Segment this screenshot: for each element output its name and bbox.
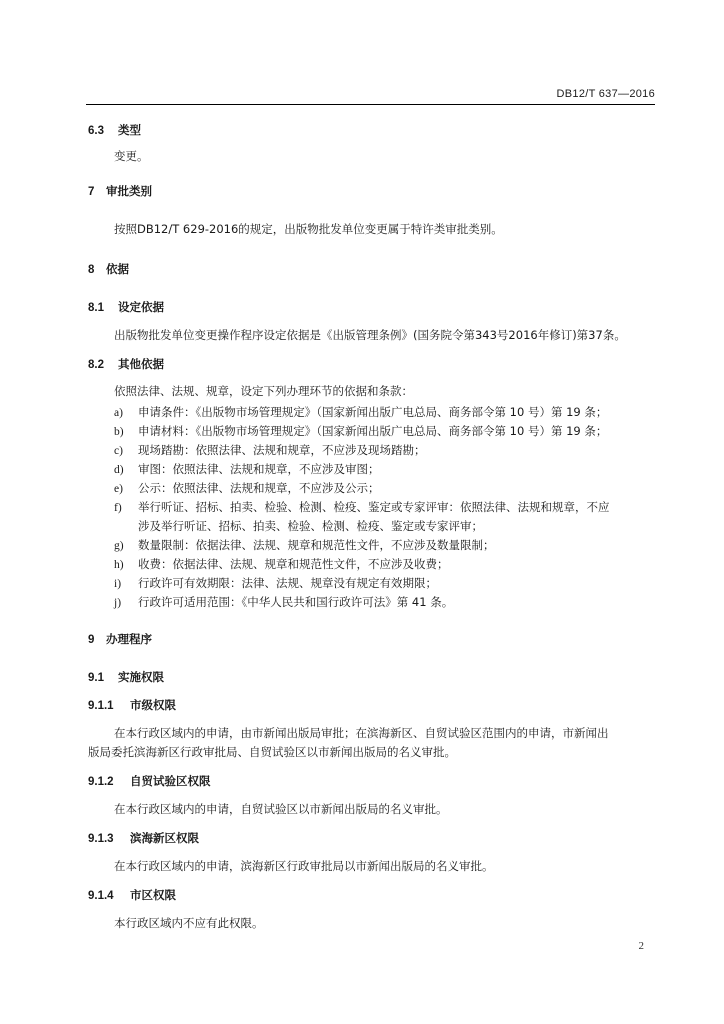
section-8-2-heading: [88, 356, 164, 372]
list-item: c) 现场踏勘：依照法律、法规和规章，不应涉及现场踏勘；: [114, 443, 426, 457]
section-number: 9: [88, 634, 95, 646]
list-item: a) 申请条件：《出版物市场管理规定》（国家新闻出版广电总局、商务部令第 10 号）第 19 条；: [114, 405, 608, 419]
list-item: g) 数量限制：依据法律、法规、规章和规范性文件，不应涉及数量限制；: [114, 538, 495, 552]
list-item: j) 行政许可适用范围：《中华人民共和国行政许可法》第 41 条。: [114, 595, 454, 609]
list-item: h) 收费：依据法律、法规、规章和规范性文件，不应涉及收费；: [114, 557, 449, 571]
section-9-1-2-text: 在本行政区域内的申请，自贸试验区以市新闻出版局的名义审批。: [114, 802, 448, 816]
section-title: 市区权限: [130, 888, 176, 902]
section-9-1-1-text-line2: 版局委托滨海新区行政审批局、自贸试验区以市新闻出版局的名义审批。: [88, 745, 456, 759]
section-number: 9.1.3: [88, 833, 114, 845]
section-number: 9.1.2: [88, 776, 114, 788]
list-item: f) 举行听证、招标、拍卖、检验、检测、检疫、鉴定或专家评审：依照法律、法规和规章，不应: [114, 500, 610, 514]
section-title: 自贸试验区权限: [130, 774, 211, 788]
section-number: 9.1.4: [88, 890, 114, 902]
section-8-1-text: 出版物批发单位变更操作程序设定依据是《出版管理条例》(国务院令第343号2016年修订)第37条。: [114, 328, 626, 342]
section-title: 依据: [106, 262, 129, 276]
section-9-1-3-heading: [88, 830, 199, 846]
section-8-2-intro: 依照法律、法规、规章，设定下列办理环节的依据和条款：: [114, 384, 413, 398]
section-6-3-heading: [88, 122, 141, 138]
section-title: 设定依据: [118, 300, 164, 314]
list-item: e) 公示：依照法律、法规和规章，不应涉及公示；: [114, 481, 380, 495]
section-7-heading: [88, 183, 152, 199]
section-number: 7: [88, 186, 95, 198]
section-number: 9.1: [88, 672, 104, 684]
list-item: b) 申请材料：《出版物市场管理规定》（国家新闻出版广电总局、商务部令第 10 号）第 19 条；: [114, 424, 608, 438]
section-7-text: 按照DB12/T 629-2016的规定，出版物批发单位变更属于特许类审批类别。: [114, 222, 503, 236]
section-9-heading: [88, 631, 152, 647]
section-6-3-text: 变更。: [114, 149, 149, 163]
document-code: DB12/T 637—2016: [556, 88, 655, 100]
section-title: 滨海新区权限: [130, 831, 199, 845]
section-number: 8.2: [88, 359, 104, 371]
section-title: 实施权限: [118, 670, 164, 684]
section-title: 审批类别: [106, 184, 152, 198]
section-number: 8.1: [88, 302, 104, 314]
section-9-1-3-text: 在本行政区域内的申请，滨海新区行政审批局以市新闻出版局的名义审批。: [114, 859, 494, 873]
section-9-1-heading: [88, 669, 164, 685]
section-number: 6.3: [88, 125, 104, 137]
page-number: 2: [638, 940, 644, 952]
list-item: i) 行政许可有效期限：法律、法规、规章没有规定有效期限；: [114, 576, 437, 590]
section-title: 市级权限: [130, 698, 176, 712]
list-item-continuation: 涉及举行听证、招标、拍卖、检验、检测、检疫、鉴定或专家评审；: [138, 519, 483, 533]
section-8-heading: [88, 261, 129, 277]
list-item: d) 审图：依照法律、法规和规章，不应涉及审图；: [114, 462, 380, 476]
section-8-1-heading: [88, 299, 164, 315]
section-9-1-4-heading: [88, 887, 176, 903]
section-title: 办理程序: [106, 632, 152, 646]
section-9-1-4-text: 本行政区域内不应有此权限。: [114, 916, 264, 930]
section-number: 9.1.1: [88, 700, 114, 712]
section-9-1-2-heading: [88, 773, 211, 789]
section-9-1-1-text-line1: 在本行政区域内的申请，由市新闻出版局审批；在滨海新区、自贸试验区范围内的申请，市新闻出: [114, 726, 609, 740]
section-title: 类型: [118, 123, 141, 137]
header-rule: [86, 104, 655, 105]
section-9-1-1-heading: [88, 697, 176, 713]
section-title: 其他依据: [118, 357, 164, 371]
section-number: 8: [88, 264, 95, 276]
